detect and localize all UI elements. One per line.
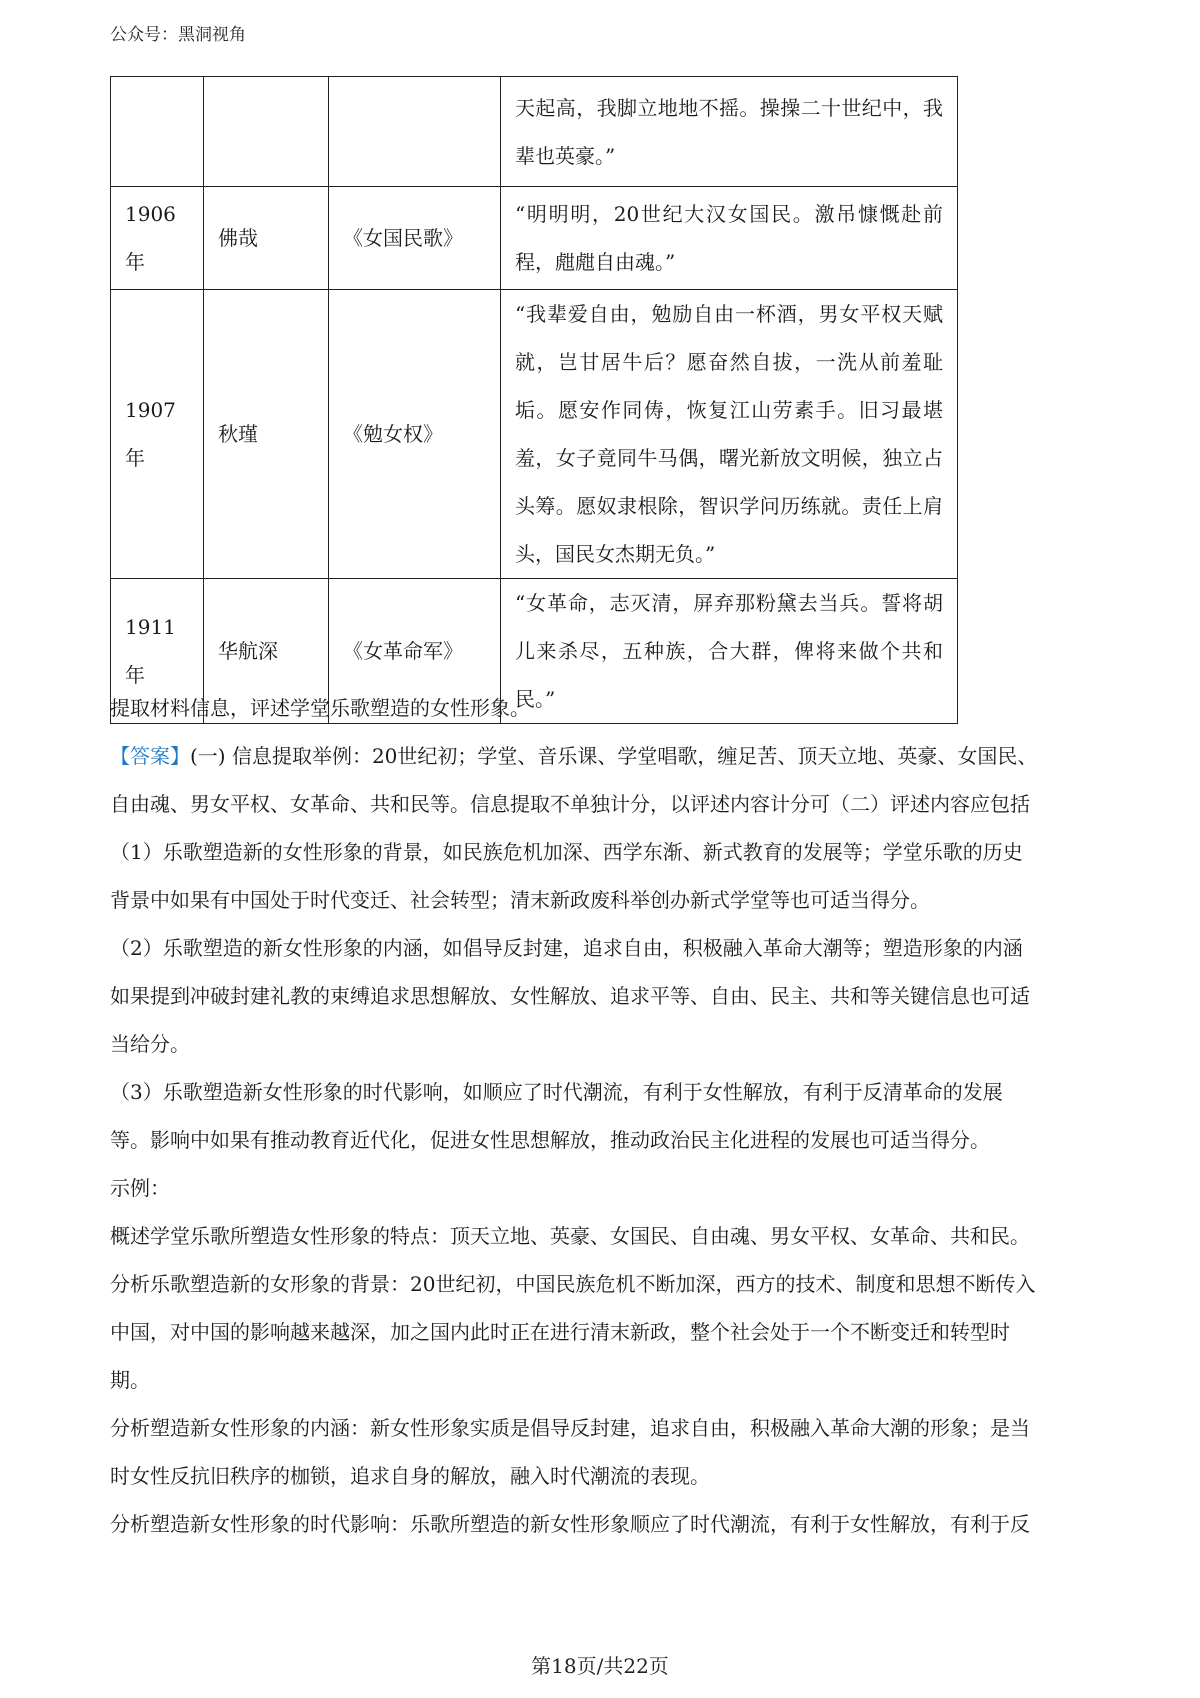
answer-line: 中国，对中国的影响越来越深，加之国内此时正在进行清末新政，整个社会处于一个不断变迁和转型时 bbox=[110, 1320, 1010, 1344]
table-row bbox=[111, 77, 958, 187]
year-cell: 1906年 bbox=[111, 187, 204, 290]
watermark-text: 公众号：黑洞视角 bbox=[110, 25, 246, 45]
answer-line: 示例： bbox=[110, 1176, 170, 1200]
answer-line-text: (一) 信息提取举例：20世纪初；学堂、音乐课、学堂唱歌，缠足苦、顶天立地、英豪、女国民、 bbox=[190, 744, 1038, 768]
answer-tag: 【答案】 bbox=[110, 744, 190, 768]
answer-line: 如果提到冲破封建礼教的束缚追求思想解放、女性解放、追求平等、自由、民主、共和等关键信息也可适 bbox=[110, 984, 1030, 1008]
table-row bbox=[111, 290, 958, 579]
lyric-cell: “女革命，志灭清，屏弃那粉黛去当兵。誓将胡儿来杀尽，五种族，合大群，俾将来做个共和民。” bbox=[501, 579, 958, 724]
author-cell: 华航深 bbox=[204, 579, 329, 724]
lyrics-table bbox=[110, 76, 958, 724]
answer-line: 背景中如果有中国处于时代变迁、社会转型；清末新政废科举创办新式学堂等也可适当得分。 bbox=[110, 888, 930, 912]
author-cell: 秋瑾 bbox=[204, 290, 329, 579]
title-cell: 《勉女权》 bbox=[329, 290, 501, 579]
year-cell: 1911年 bbox=[111, 579, 204, 724]
answer-line: （1）乐歌塑造新的女性形象的背景，如民族危机加深、西学东渐、新式教育的发展等；学堂乐歌的历史 bbox=[110, 840, 1023, 864]
answer-line: 自由魂、男女平权、女革命、共和民等。信息提取不单独计分，以评述内容计分可（二）评述内容应包括 bbox=[110, 792, 1030, 816]
lyric-cell: “明明明，20世纪大汉女国民。激吊慷慨赴前程，甝甝自由魂。” bbox=[501, 187, 958, 290]
lyric-cell: “我辈爱自由，勉励自由一杯酒，男女平权天赋就，岂甘居牛后？愿奋然自拔，一洗从前羞耻垢。愿安作同俦，恢复江山劳素手。旧习最堪羞，女子竟同牛马偶，曙光新放文明候，独立占头筹。愿奴隶根除，智识学问历练就。责任上肩头，国民女杰期无负。” bbox=[501, 290, 958, 579]
answer-line: 期。 bbox=[110, 1368, 150, 1392]
author-cell: 佛哉 bbox=[204, 187, 329, 290]
answer-section bbox=[110, 684, 1100, 1548]
page-number: 第18页/共22页 bbox=[531, 1654, 669, 1678]
answer-line: 分析塑造新女性形象的时代影响：乐歌所塑造的新女性形象顺应了时代潮流，有利于女性解放，有利于反 bbox=[110, 1512, 1030, 1536]
title-cell bbox=[329, 77, 501, 187]
author-cell bbox=[204, 77, 329, 187]
answer-line: 分析乐歌塑造新的女形象的背景：20世纪初，中国民族危机不断加深，西方的技术、制度和思想不断传入 bbox=[110, 1272, 1036, 1296]
answer-line: 等。影响中如果有推动教育近代化，促进女性思想解放，推动政治民主化进程的发展也可适当得分。 bbox=[110, 1128, 990, 1152]
title-cell: 《女国民歌》 bbox=[329, 187, 501, 290]
title-cell: 《女革命军》 bbox=[329, 579, 501, 724]
year-cell: 1907年 bbox=[111, 290, 204, 579]
year-cell bbox=[111, 77, 204, 187]
question-text: 提取材料信息，评述学堂乐歌塑造的女性形象。 bbox=[110, 696, 530, 720]
answer-line: 时女性反抗旧秩序的枷锁，追求自身的解放，融入时代潮流的表现。 bbox=[110, 1464, 710, 1488]
lyric-cell: 天起高，我脚立地地不摇。操操二十世纪中，我辈也英豪。” bbox=[501, 77, 958, 187]
answer-line: （2）乐歌塑造的新女性形象的内涵，如倡导反封建，追求自由，积极融入革命大潮等；塑造形象的内涵 bbox=[110, 936, 1023, 960]
table-row bbox=[111, 187, 958, 290]
answer-line: 分析塑造新女性形象的内涵：新女性形象实质是倡导反封建，追求自由，积极融入革命大潮的形象；是当 bbox=[110, 1416, 1030, 1440]
answer-line: （3）乐歌塑造新女性形象的时代影响，如顺应了时代潮流，有利于女性解放，有利于反清革命的发展 bbox=[110, 1080, 1003, 1104]
answer-line: 当给分。 bbox=[110, 1032, 190, 1056]
answer-line: 概述学堂乐歌所塑造女性形象的特点：顶天立地、英豪、女国民、自由魂、男女平权、女革命、共和民。 bbox=[110, 1224, 1030, 1248]
answer-line bbox=[110, 732, 1100, 780]
